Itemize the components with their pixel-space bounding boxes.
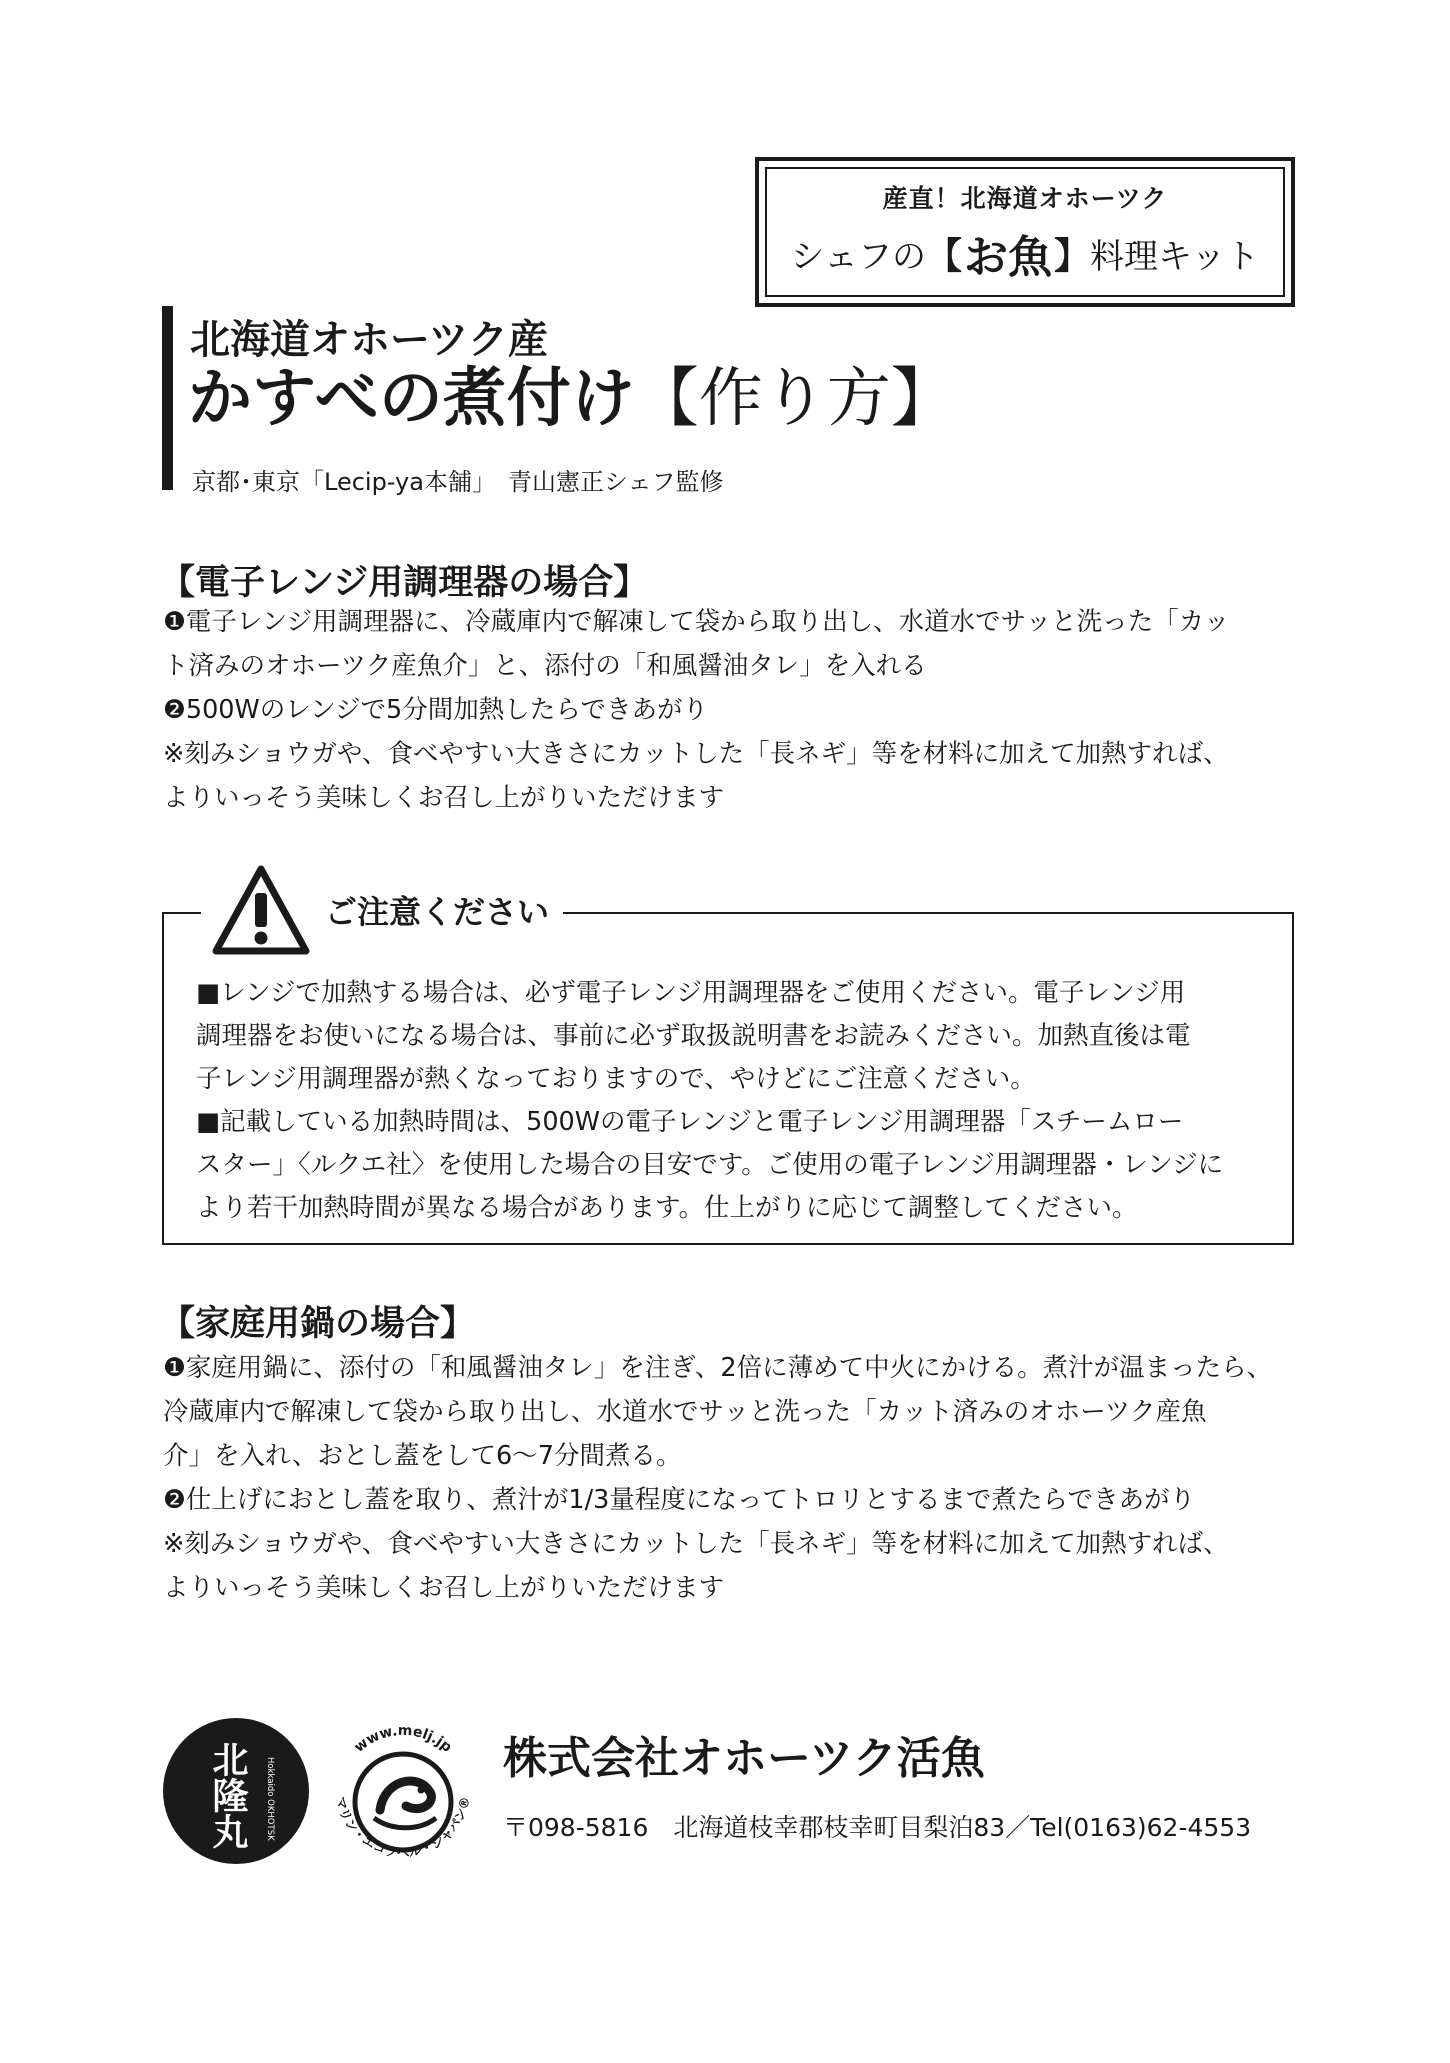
caution-line: 調理器をお使いになる場合は、事前に必ず取扱説明書をお読みください。加熱直後は電 [196,1021,1191,1051]
hokuryumaru-logo-text: 北隆丸 [207,1741,249,1849]
microwave-line: ❷500Wのレンジで5分間加熱したらできあがり [163,695,708,725]
marine-eco-label-logo [318,1710,488,1880]
microwave-heading: 【電子レンジ用調理器の場合】 [160,563,649,603]
badge-line2-before: シェフの [790,236,926,277]
badge-line2 [791,221,1260,285]
hokuryumaru-logo [162,1717,310,1865]
pot-line: 冷蔵庫内で解凍して袋から取り出し、水道水でサッと洗った「カット済みのオホーツク産魚 [163,1397,1207,1427]
caution-label [201,860,563,960]
company-address: 〒098-5816 北海道枝幸郡枝幸町目梨泊83／Tel(0163)62-4553 [503,1813,1252,1842]
caution-line: スター」〈ルクエ社〉を使用した場合の目安です。ご使用の電子レンジ用調理器・レンジに [196,1150,1224,1180]
caution-body [196,972,1271,1230]
product-badge [755,157,1295,307]
badge-bracket-open: 【 [925,235,962,277]
badge-line1: 産直！北海道オホーツク [882,184,1168,213]
page-title-suffix: 【作り方】 [634,362,955,436]
microwave-line: よりいっそう美味しくお召し上がりいただけます [163,783,725,813]
pot-heading: 【家庭用鍋の場合】 [160,1304,476,1344]
company-name: 株式会社オホーツク活魚 [503,1733,985,1784]
caution-line: 子レンジ用調理器が熱くなっておりますので、やけどにご注意ください。 [196,1064,1036,1094]
caution-line: ■レンジで加熱する場合は、必ず電子レンジ用調理器をご使用ください。電子レンジ用 [196,978,1186,1008]
caution-line: より若干加熱時間が異なる場合があります。仕上がりに応じて調整してください。 [196,1193,1138,1223]
pot-line: ❶家庭用鍋に、添付の「和風醤油タレ」を注ぎ、2倍に薄めて中火にかける。煮汁が温まったら、 [163,1353,1273,1383]
eco-label-url: www.melj.jp [351,1722,455,1756]
microwave-line: ❶電子レンジ用調理器に、冷蔵庫内で解凍して袋から取り出し、水道水でサッと洗った「カッ [163,607,1230,637]
svg-text:www.melj.jp [351,1723,454,1756]
title-subheading: 北海道オホーツク産 [190,317,548,363]
pot-line: ❷仕上げにおとし蓋を取り、煮汁が1/3量程度になってトロリとするまで煮たらできあがり [163,1485,1196,1515]
microwave-line: ※刻みショウガや、食べやすい大きさにカットした「長ネギ」等を材料に加えて加熱すれば、 [163,739,1229,769]
caution-title: ご注意ください [325,893,550,931]
caution-line: ■記載している加熱時間は、500Wの電子レンジと電子レンジ用調理器「スチームロー [196,1107,1184,1137]
page-title-main: かすべの煮付け [188,362,635,436]
page-title [188,364,955,434]
badge-line2-after: 料理キット [1090,236,1260,277]
title-accent-bar [162,306,173,490]
pot-line: よりいっそう美味しくお召し上がりいただけます [163,1573,725,1603]
pot-line: 介」を入れ、おとし蓋をして6〜7分間煮る。 [163,1441,682,1471]
microwave-instructions [163,600,1303,820]
hokuryumaru-logo-subtext: Hokkaido OKHOTSK [265,1757,275,1841]
badge-big-text: お魚 [964,232,1052,283]
pot-instructions [163,1346,1303,1610]
warning-icon [211,863,311,957]
chef-supervision: 京都･東京「Lecip-ya本舗」 青山憲正シェフ監修 [192,468,724,496]
eco-label-name: マリン・エコラベル・ジャパン® [332,1795,474,1862]
badge-bracket-close: 】 [1054,235,1091,277]
pot-line: ※刻みショウガや、食べやすい大きさにカットした「長ネギ」等を材料に加えて加熱すれば、 [163,1529,1229,1559]
product-badge-inner [765,167,1285,297]
microwave-line: ト済みのオホーツク産魚介」と、添付の「和風醤油タレ」を入れる [163,651,927,681]
